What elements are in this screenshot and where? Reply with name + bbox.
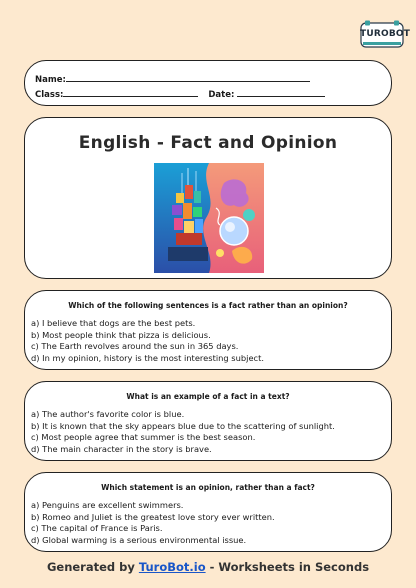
worksheet-title: English - Fact and Opinion	[78, 133, 338, 153]
turobot-logo	[360, 20, 411, 50]
option-d[interactable]: d) In my opinion, history is the most interesting subject.	[31, 352, 265, 363]
name-field[interactable]	[66, 73, 310, 82]
option-a[interactable]: a) The author's favorite color is blue.	[31, 409, 185, 419]
class-field[interactable]	[63, 88, 198, 97]
footer	[0, 560, 416, 574]
option-b[interactable]: b) Romeo and Juliet is the greatest love story ever written.	[31, 511, 275, 522]
question-text: Which of the following sentences is a fact rather than an opinion?	[68, 301, 348, 310]
title-card	[24, 117, 392, 279]
question-card-1	[24, 290, 392, 370]
option-c[interactable]: c) The capital of France is Paris.	[31, 523, 163, 534]
date-field[interactable]	[237, 88, 325, 97]
logo-text: TUROBOT	[360, 29, 411, 39]
date-label: Date:	[208, 90, 235, 100]
option-d[interactable]: d) The main character in the story is brave.	[31, 443, 212, 454]
option-d[interactable]: d) Global warming is a serious environmental issue.	[31, 534, 247, 545]
footer-prefix: Generated by	[46, 560, 139, 574]
class-date-row	[35, 88, 325, 100]
question-card-3	[24, 472, 392, 552]
class-label: Class:	[35, 90, 64, 100]
option-c[interactable]: c) Most people agree that summer is the best season.	[31, 432, 256, 443]
name-row	[35, 73, 310, 85]
option-a[interactable]: a) I believe that dogs are the best pets.	[31, 318, 196, 328]
option-c[interactable]: c) The Earth revolves around the sun in 365 days.	[31, 341, 239, 352]
name-label: Name:	[35, 75, 66, 85]
question-card-2	[24, 381, 392, 461]
student-info-card	[24, 60, 392, 106]
option-b[interactable]: b) Most people think that pizza is delicious.	[31, 329, 211, 340]
question-text: Which statement is an opinion, rather than a fact?	[101, 483, 315, 492]
answer-options	[31, 500, 275, 546]
question-text: What is an example of a fact in a text?	[126, 392, 290, 401]
turobot-link[interactable]: TuroBot.io	[138, 560, 206, 574]
option-a[interactable]: a) Penguins are excellent swimmers.	[31, 500, 184, 510]
option-b[interactable]: b) It is known that the sky appears blue due to the scattering of sunlight.	[31, 420, 335, 431]
fact-vs-opinion-illustration-icon	[154, 163, 264, 273]
answer-options	[31, 409, 335, 455]
answer-options	[31, 318, 264, 364]
footer-suffix: - Worksheets in Seconds	[205, 560, 370, 574]
